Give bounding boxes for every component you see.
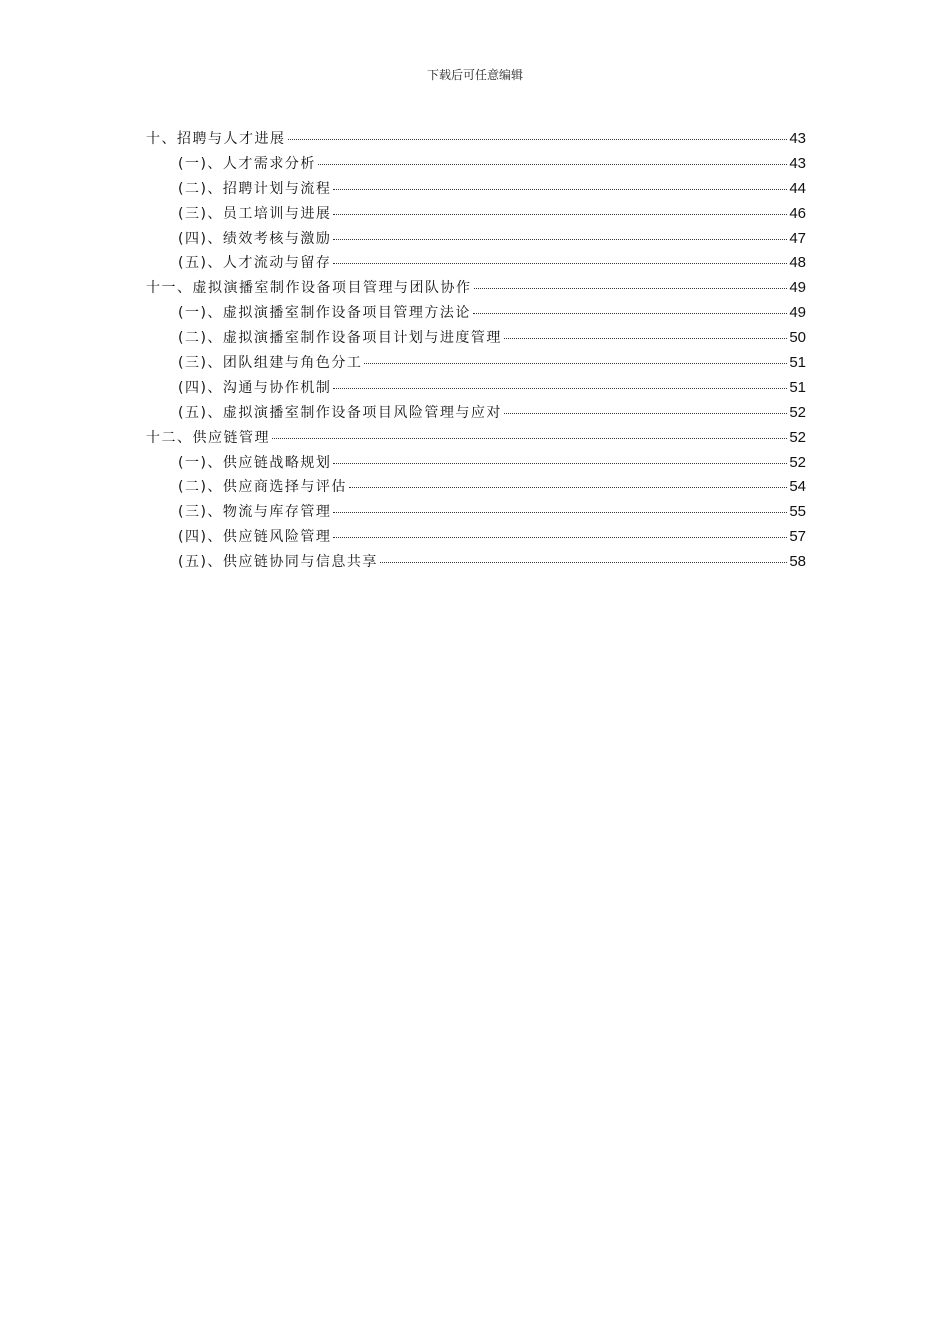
toc-entry-title: (五)、人才流动与留存: [178, 255, 332, 272]
toc-entry[interactable]: [146, 153, 806, 178]
toc-entry[interactable]: [146, 476, 806, 501]
toc-leader-dots: [380, 562, 787, 563]
toc-entry[interactable]: [146, 526, 806, 551]
toc-leader-dots: [333, 537, 787, 538]
toc-entry[interactable]: [146, 203, 806, 228]
toc-entry-title: (二)、虚拟演播室制作设备项目计划与进度管理: [178, 330, 502, 347]
toc-leader-dots: [333, 239, 787, 240]
toc-leader-dots: [333, 214, 787, 215]
toc-leader-dots: [272, 438, 787, 439]
toc-entry-page: 50: [789, 329, 806, 347]
table-of-contents: [146, 128, 806, 576]
toc-entry-title: (二)、招聘计划与流程: [178, 180, 332, 197]
toc-leader-dots: [333, 463, 787, 464]
toc-entry[interactable]: [146, 551, 806, 576]
page-header-note: 下载后可任意编辑: [426, 68, 523, 82]
toc-entry-page: 43: [789, 130, 806, 147]
toc-entry-page: 51: [789, 354, 806, 372]
toc-entry-title: (四)、绩效考核与激励: [178, 230, 332, 247]
toc-leader-dots: [504, 338, 787, 339]
toc-entry-title: (一)、虚拟演播室制作设备项目管理方法论: [178, 305, 471, 322]
toc-entry-page: 57: [789, 528, 806, 546]
toc-entry[interactable]: [146, 427, 806, 452]
toc-entry-page: 52: [789, 403, 806, 421]
toc-entry[interactable]: [146, 402, 806, 427]
toc-entry-page: 52: [789, 428, 806, 446]
toc-entry-title: (三)、员工培训与进展: [178, 205, 332, 222]
toc-entry-page: 43: [789, 154, 806, 172]
toc-entry-title: (三)、团队组建与角色分工: [178, 355, 363, 372]
toc-entry-page: 54: [789, 478, 806, 496]
toc-entry-title: 十、招聘与人才进展: [146, 131, 286, 147]
toc-entry-title: (五)、虚拟演播室制作设备项目风险管理与应对: [178, 404, 502, 421]
toc-entry-title: (三)、物流与库存管理: [178, 504, 332, 521]
toc-leader-dots: [474, 288, 788, 289]
toc-entry-page: 46: [789, 204, 806, 222]
toc-entry[interactable]: [146, 501, 806, 526]
toc-leader-dots: [333, 189, 787, 190]
toc-entry-page: 58: [789, 553, 806, 571]
toc-entry-title: 十一、虚拟演播室制作设备项目管理与团队协作: [146, 280, 472, 297]
toc-entry-page: 52: [789, 453, 806, 471]
toc-leader-dots: [333, 263, 787, 264]
toc-leader-dots: [364, 363, 787, 364]
toc-entry[interactable]: [146, 352, 806, 377]
toc-entry-page: 51: [789, 378, 806, 396]
toc-entry[interactable]: [146, 178, 806, 203]
toc-leader-dots: [333, 512, 787, 513]
toc-entry-page: 49: [789, 279, 806, 297]
toc-entry-page: 44: [789, 179, 806, 197]
toc-leader-dots: [349, 487, 787, 488]
toc-leader-dots: [333, 388, 787, 389]
toc-entry-title: (五)、供应链协同与信息共享: [178, 554, 378, 571]
toc-entry[interactable]: [146, 228, 806, 253]
toc-entry-page: 47: [789, 229, 806, 247]
toc-leader-dots: [473, 313, 787, 314]
toc-leader-dots: [504, 413, 787, 414]
toc-entry[interactable]: [146, 327, 806, 352]
toc-leader-dots: [288, 139, 788, 140]
toc-entry-page: 49: [789, 304, 806, 322]
toc-entry-title: (一)、供应链战略规划: [178, 454, 332, 471]
toc-entry[interactable]: [146, 277, 806, 302]
toc-entry-page: 48: [789, 254, 806, 272]
toc-leader-dots: [318, 164, 787, 165]
toc-entry[interactable]: [146, 128, 806, 153]
toc-entry[interactable]: [146, 252, 806, 277]
toc-entry[interactable]: [146, 452, 806, 477]
toc-entry[interactable]: [146, 302, 806, 327]
toc-entry-title: (一)、人才需求分析: [178, 155, 316, 172]
toc-entry[interactable]: [146, 377, 806, 402]
toc-entry-title: (四)、供应链风险管理: [178, 529, 332, 546]
toc-entry-title: (二)、供应商选择与评估: [178, 479, 347, 496]
toc-entry-page: 55: [789, 503, 806, 521]
toc-entry-title: 十二、供应链管理: [146, 429, 270, 446]
toc-entry-title: (四)、沟通与协作机制: [178, 379, 332, 396]
